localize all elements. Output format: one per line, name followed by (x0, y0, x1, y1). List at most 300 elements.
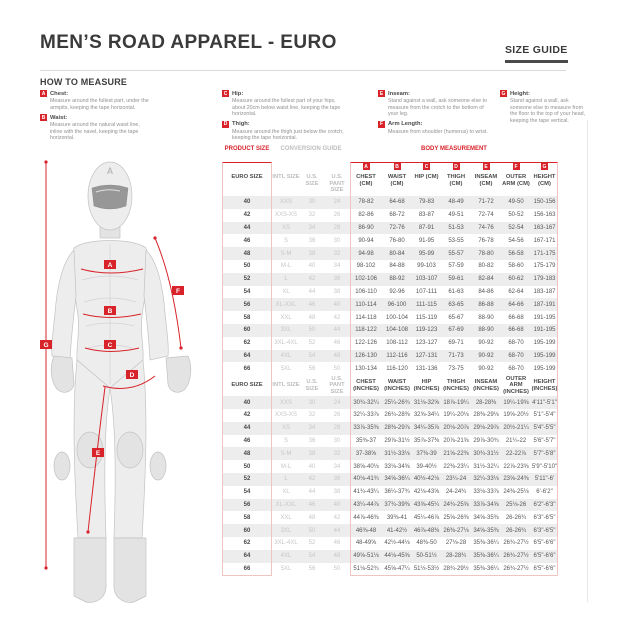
cell: 4XL (280, 352, 292, 359)
table-row (222, 486, 558, 499)
svg-text:G: G (43, 342, 49, 349)
cell: 6'3"-6'5" (533, 527, 556, 534)
right-slider (150, 452, 166, 480)
cell: 114-118 (355, 314, 377, 321)
cell: 56 (243, 301, 251, 308)
svg-text:F: F (176, 288, 180, 295)
cell: 33⅞-34⅝ (473, 501, 499, 508)
cell: 46⅜-48 (355, 527, 377, 534)
column-header: OUTER ARM (CM) (502, 174, 530, 187)
cell: 38 (333, 288, 341, 295)
svg-text:A: A (107, 262, 113, 269)
cell: 64-66 (508, 301, 524, 308)
cell: 62 (243, 340, 251, 347)
figure-label-hip (104, 340, 116, 349)
table-row (222, 550, 558, 563)
cell: 91-95 (418, 237, 435, 244)
cell: 22⅞-23⅝ (503, 463, 529, 470)
letter-badge: A (364, 163, 368, 170)
cell: 6'3"-6'5" (533, 514, 556, 521)
left-boot (74, 538, 106, 602)
size-guide-tab[interactable]: SIZE GUIDE (505, 44, 568, 63)
cell: 40 (243, 399, 251, 406)
cell: 50 (308, 527, 316, 534)
cell: 71-73 (448, 352, 464, 359)
cell: 48-49 (448, 199, 464, 206)
cell: 69-71 (448, 340, 464, 347)
cell: 30 (308, 399, 316, 406)
table-header-row (222, 172, 558, 196)
cell: 35⅞-37⅜ (413, 437, 440, 444)
cell: 82-86 (358, 212, 374, 219)
cell: 19⅝-20½ (503, 412, 529, 419)
cell: 31½-32¼ (473, 463, 499, 470)
cell: 64 (243, 352, 251, 359)
cell: XL (282, 288, 290, 295)
instruction-text: Measure around the thigh just below the crotch, keeping the tape horizontal. (232, 128, 344, 141)
cell: 72-74 (478, 212, 494, 219)
cell: 78-80 (478, 250, 494, 257)
cell: 118-122 (355, 327, 377, 334)
cell: 46 (243, 237, 251, 244)
cell: 35⅜-37 (355, 437, 377, 444)
cell: 46 (243, 437, 251, 444)
cell: 106-110 (355, 288, 377, 295)
cell: 150-156 (533, 199, 556, 206)
letter-badge: B (41, 114, 46, 121)
page-title: MEN’S ROAD APPAREL - EURO (40, 32, 337, 53)
cell: 3XL (280, 327, 292, 334)
instruction-text: Stand against a wall, ask someone else to measure from the crotch to the bottom of your leg. (388, 98, 487, 117)
cell: 82-84 (478, 276, 494, 283)
table-row (222, 460, 558, 473)
cell: 46 (308, 501, 316, 508)
cell: 60-62 (508, 276, 524, 283)
cell: 23⅝-24⅜ (503, 476, 529, 483)
column-badge-C (412, 163, 441, 170)
cell: 54 (308, 553, 316, 560)
cell: 175-179 (533, 263, 556, 270)
cell: 30¾-32¼ (353, 399, 379, 406)
cell: 95-99 (418, 250, 435, 257)
cell: 40 (308, 463, 316, 470)
figure-label-arm (172, 286, 184, 295)
cell: 28¾-29½ (443, 565, 469, 572)
cell: 79-83 (418, 199, 435, 206)
table-row (222, 447, 558, 460)
cell: 74-76 (478, 224, 494, 231)
cell: XXS-XS (274, 412, 297, 419)
cell: 19¼-19⅝ (503, 399, 529, 406)
arm-line-bottom-dot (179, 346, 182, 349)
instruction-text: Stand against a wall, ask someone else to measure from the floor to the top of your head, keeping the tape vertical. (510, 98, 586, 124)
cell: 68-72 (389, 212, 405, 219)
cell: 28⅜-29⅞ (384, 425, 410, 432)
cell: 40½-42⅛ (413, 476, 440, 483)
cell: 163-167 (533, 224, 556, 231)
measure-instruction-height (500, 90, 588, 124)
figure-label-height (40, 340, 52, 349)
cell: XL-XXL (275, 301, 297, 308)
column-header: HIP (CM) (414, 174, 439, 180)
cell: 84-88 (389, 263, 405, 270)
product-size-group-header: PRODUCT SIZE (224, 146, 270, 152)
cell: 54 (243, 288, 251, 295)
cell: 5'9"-5'10" (531, 463, 558, 470)
measure-instruction-chest (40, 90, 152, 111)
cell: 108-112 (386, 340, 408, 347)
cell: 130-134 (354, 365, 378, 372)
column-badge-B (382, 163, 412, 170)
cell: 34⅝-35⅜ (473, 514, 499, 521)
cell: 156-163 (533, 212, 556, 219)
cell: 38⅝-40⅛ (353, 463, 379, 470)
cell: 51½-53½ (413, 565, 440, 572)
letter-badge: E (484, 163, 488, 170)
svg-text:C: C (107, 342, 113, 349)
cell: 65-67 (448, 314, 464, 321)
left-slider (54, 452, 70, 480)
cell: 52 (243, 276, 251, 283)
cell: 26¾-27½ (503, 553, 529, 560)
cell: 61-63 (448, 288, 464, 295)
cell: 76-78 (478, 237, 494, 244)
rider-illustration (22, 148, 218, 618)
cell: 48 (308, 314, 316, 321)
cell: 29⅞-31½ (384, 437, 410, 444)
cell: M-L (280, 463, 292, 470)
cell: 42 (243, 212, 251, 219)
cell: 195-199 (533, 340, 556, 347)
cell: 62-64 (508, 288, 524, 295)
table-row (222, 273, 558, 286)
cell: 64-68 (389, 199, 405, 206)
cell: 90-94 (358, 237, 374, 244)
cell: 21¼-22 (505, 437, 527, 444)
table-row (222, 409, 558, 422)
cell: 38 (333, 489, 341, 496)
cell: 48⅜-50 (416, 540, 437, 547)
cell: 46 (333, 540, 341, 547)
cell: 45⅝-47¼ (384, 565, 410, 572)
cell: 3XL (280, 527, 292, 534)
cell: 40 (333, 501, 341, 508)
cell: 26⅜-27⅛ (443, 527, 469, 534)
cell: 50 (333, 565, 341, 572)
svg-text:D: D (129, 372, 135, 379)
cell: 51⅛-52¾ (353, 565, 379, 572)
cell: 6'-6'2" (536, 489, 553, 496)
cell: 187-191 (533, 301, 556, 308)
cell: 127-131 (415, 352, 438, 359)
column-header: U.S. PANT SIZE (329, 375, 345, 395)
inseam-line-dot (86, 530, 89, 533)
cell: 50 (308, 327, 316, 334)
cell: 60 (243, 327, 251, 334)
cell: 44⅞-46⅜ (353, 514, 379, 521)
cell: 36 (333, 276, 341, 283)
cell: 38 (308, 250, 316, 257)
cell: 3XL-4XL (274, 340, 298, 347)
cell: 115-119 (415, 314, 438, 321)
cell: 86-90 (358, 224, 374, 231)
table-row (222, 222, 558, 235)
cell: 52 (308, 340, 316, 347)
table-row (222, 209, 558, 222)
cell: 39⅜-41 (386, 514, 408, 521)
cell: 58 (243, 514, 251, 521)
figure-label-waist (104, 306, 116, 315)
table-row (222, 499, 558, 512)
column-header: INSEAM (CM) (474, 174, 498, 187)
cell: 26¾-28⅜ (384, 412, 410, 419)
cell: S (283, 237, 288, 244)
cell: XS (281, 224, 290, 231)
right-knee-pad (117, 432, 143, 468)
cell: 28 (333, 425, 341, 432)
cell: 66-68 (508, 314, 524, 321)
cell: 44 (243, 224, 251, 231)
cell: 34 (308, 425, 316, 432)
cell: 42⅛-43⅝ (413, 489, 440, 496)
cell: 104-108 (385, 327, 409, 334)
cell: 107-111 (415, 288, 438, 295)
column-header: CHEST (CM) (356, 174, 376, 187)
instruction-text: Measure around the fullest part, under the armpits, keeping the tape horizontal. (50, 98, 149, 111)
cell: 51-53 (448, 224, 464, 231)
column-header: HEIGHT (CM) (533, 174, 556, 187)
letter-badge: F (514, 163, 518, 170)
cell: 68-70 (508, 365, 524, 372)
column-header: U.S. SIZE (305, 174, 319, 187)
cell: 34 (333, 263, 341, 270)
cell: 171-175 (533, 250, 556, 257)
table-row (222, 247, 558, 260)
cell: S-M (280, 250, 292, 257)
cell: 84-86 (478, 288, 494, 295)
svg-text:E: E (95, 450, 101, 457)
cell: 24¾-25⅝ (443, 501, 469, 508)
cell: 28-28¾ (445, 553, 467, 560)
cell: 191-195 (533, 314, 556, 321)
cell: 44 (243, 425, 251, 432)
cell: 31½-33⅛ (384, 450, 410, 457)
cell: 28⅜-29⅛ (473, 412, 499, 419)
table-row (222, 473, 558, 486)
cell: 50 (243, 263, 251, 270)
cell: 68-70 (508, 340, 524, 347)
cell: 30 (333, 437, 341, 444)
instruction-column (500, 90, 588, 127)
cell: 33⅞-35⅜ (353, 425, 379, 432)
column-header: EURO SIZE (231, 174, 263, 180)
letter-badge: G (501, 90, 506, 97)
table-row (222, 435, 558, 448)
column-header: HIP (INCHES) (413, 379, 440, 392)
cell: 32 (333, 450, 341, 457)
column-badge-E (471, 163, 501, 170)
column-letter-badges (222, 162, 558, 172)
cell: 49-51 (448, 212, 464, 219)
letter-badge: D (454, 163, 458, 170)
cell: 24⅜-25⅛ (503, 489, 529, 496)
cell: 6'5"-6'6" (533, 565, 556, 572)
cell: M-L (280, 263, 292, 270)
measure-instruction-thigh (222, 121, 350, 142)
cell: XS (281, 425, 290, 432)
measurement-figure (22, 148, 218, 618)
table-row (222, 524, 558, 537)
cell: 191-195 (533, 327, 556, 334)
cell: 18⅞-19¼ (443, 399, 469, 406)
cell: 58 (243, 314, 251, 321)
table-row (222, 362, 558, 375)
cell: 123-127 (415, 340, 438, 347)
cell: 32¼-33⅞ (353, 412, 379, 419)
cell: 110-114 (355, 301, 377, 308)
table-row (222, 260, 558, 273)
cell: 4'11"-5'1" (532, 399, 557, 406)
cell: 44 (308, 489, 316, 496)
column-badge-A (350, 163, 382, 170)
cell: 54 (243, 489, 251, 496)
cell: 24 (333, 199, 341, 206)
cell: 64 (243, 553, 251, 560)
how-to-measure-title: HOW TO MEASURE (40, 77, 128, 87)
cell: 22-22⅞ (505, 450, 527, 457)
cell: 56-58 (508, 250, 524, 257)
letter-badge: C (424, 163, 429, 170)
letter-badge: D (223, 121, 228, 127)
cell: 60 (243, 527, 251, 534)
cell: 57-59 (448, 263, 464, 270)
cell: 44 (308, 288, 316, 295)
cell: 36 (308, 237, 316, 244)
table-row (222, 537, 558, 550)
cell: 30 (333, 237, 341, 244)
letter-badge: C (223, 90, 228, 97)
cell: 80-84 (389, 250, 405, 257)
cell: 36 (333, 476, 341, 483)
cell: 54-56 (508, 237, 524, 244)
cell: 34⅝-36¼ (384, 476, 410, 483)
cell: 22⅜-23¼ (443, 463, 469, 470)
measure-instruction-waist (40, 114, 152, 142)
cell: 52 (243, 476, 251, 483)
cell: 44 (333, 527, 341, 534)
cell: 26-26¾ (505, 514, 527, 521)
cell: 48 (333, 352, 341, 359)
cell: 36¼-37¾ (384, 489, 410, 496)
cell: 42 (308, 276, 316, 283)
cell: XXS (279, 399, 292, 406)
cell: 88-92 (389, 276, 405, 283)
column-header: INTL SIZE (272, 174, 300, 180)
right-boot (114, 538, 146, 602)
cell: 49-50 (508, 199, 524, 206)
page-edge-divider (587, 120, 588, 602)
table-header-row (222, 375, 558, 396)
cell: 33⅛-33⅞ (473, 489, 499, 496)
cell: 29⅞-30¾ (473, 437, 499, 444)
cell: 34 (308, 224, 316, 231)
cell: 26¾-27½ (503, 540, 529, 547)
cell: 39-40½ (416, 463, 437, 470)
cell: XXS-XS (274, 212, 297, 219)
right-arm (144, 250, 168, 360)
cell: 50 (333, 365, 341, 372)
instruction-text: Measure around the fullest part of your hips, about 20cm below waist line, keeping the tape horizontal. (232, 98, 341, 117)
table-row (222, 298, 558, 311)
cell: 56 (308, 365, 316, 372)
cell: 131-136 (415, 365, 438, 372)
arm-line-top-dot (153, 236, 156, 239)
instruction-column (222, 90, 350, 145)
column-header: INSEAM (INCHES) (473, 379, 499, 392)
cell: 40 (333, 301, 341, 308)
cell: 195-199 (533, 352, 556, 359)
measure-instruction-armlength (378, 121, 492, 136)
cell: 46⅞-48⅜ (413, 527, 440, 534)
left-arm (52, 250, 76, 360)
instruction-name: Height: (510, 90, 530, 97)
cell: 25⅝-26⅜ (443, 514, 469, 521)
cell: 48-49⅝ (355, 540, 377, 547)
letter-badge: E (379, 90, 384, 97)
size-tables (222, 146, 558, 575)
cell: 55-57 (448, 250, 464, 257)
cell: 46 (308, 301, 316, 308)
cell: 48 (243, 250, 251, 257)
cell: 6'5"-6'6" (533, 553, 556, 560)
cell: 167-171 (533, 237, 556, 244)
helmet-logo: A (106, 166, 114, 176)
cell: 76-80 (389, 237, 405, 244)
cell: 111-115 (416, 301, 437, 308)
cell: 68-70 (508, 352, 524, 359)
helmet-visor (92, 185, 128, 209)
cell: 72-76 (389, 224, 405, 231)
cell: 32¼-33⅛ (473, 476, 499, 483)
cell: 66 (243, 365, 251, 372)
cell: 30 (308, 199, 316, 206)
cell: 183-187 (533, 288, 556, 295)
cell: 34⅝-35⅜ (473, 527, 499, 534)
cell: 5'7"-5'8" (533, 450, 556, 457)
figure-label-thigh (126, 370, 138, 379)
instruction-name: Thigh: (232, 121, 250, 127)
table-row (222, 324, 558, 337)
cell: 25⅛-26 (505, 501, 527, 508)
column-badge-G (531, 163, 558, 170)
cell: 80-82 (478, 263, 494, 270)
instruction-column (378, 90, 492, 138)
cell: 179-183 (533, 276, 556, 283)
cell: 42½-44⅛ (384, 540, 410, 547)
cell: 62 (243, 540, 251, 547)
cell: 78-82 (358, 199, 374, 206)
cell: 33⅛-34⅝ (384, 463, 410, 470)
cell: 52-54 (508, 224, 524, 231)
column-header: THIGH (CM) (446, 174, 466, 187)
column-header: EURO SIZE (231, 382, 263, 389)
instruction-name: Arm Length: (388, 121, 423, 127)
table-row (222, 337, 558, 350)
header-divider (40, 70, 566, 71)
instruction-name: Hip: (232, 90, 244, 97)
cell: XXL (280, 514, 292, 521)
cell: XL-XXL (275, 501, 297, 508)
